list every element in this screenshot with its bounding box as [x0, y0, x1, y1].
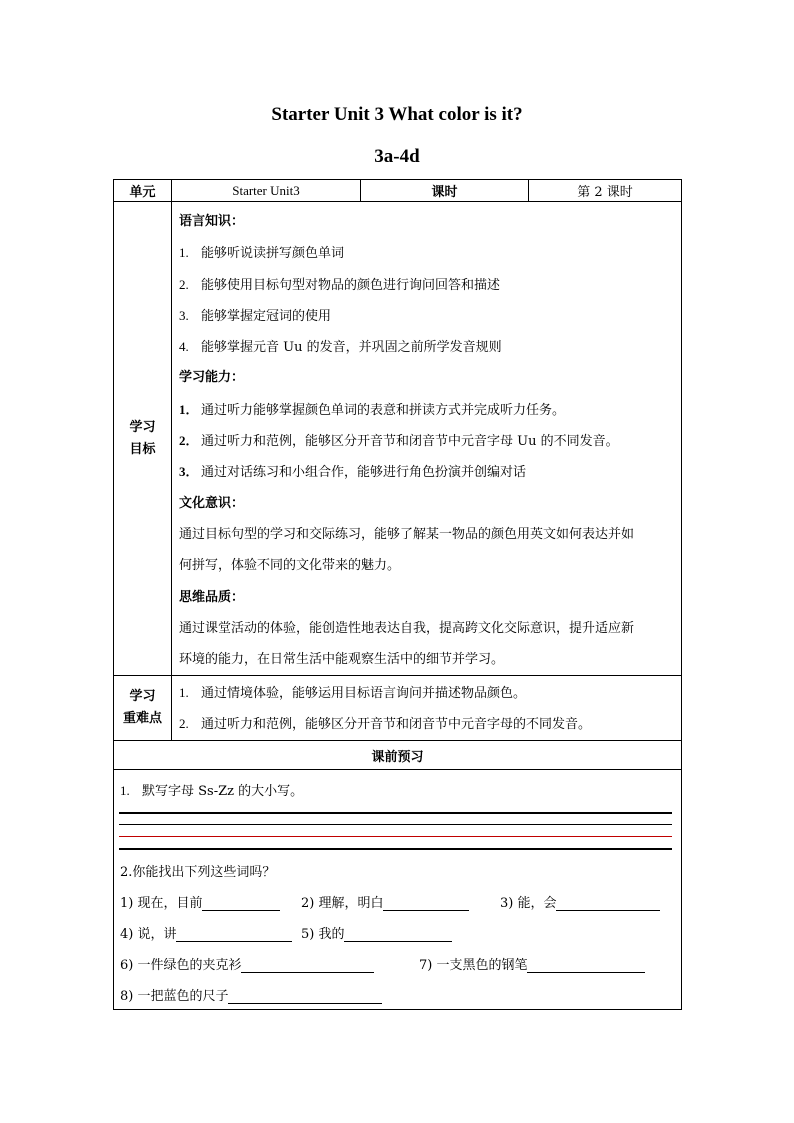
word-item-6: 6) 一件绿色的夹克衫: [120, 954, 374, 973]
list-item: 1. 能够听说读拼写颜色单词: [179, 245, 345, 262]
word-item-2: 2) 理解，明白: [301, 892, 469, 911]
language-knowledge-heading: 语言知识：: [179, 214, 245, 229]
paragraph-line: 环境的能力，在日常生活中能观察生活中的细节并学习。: [179, 652, 505, 668]
word-item-5: 5) 我的: [301, 923, 452, 942]
document-title: Starter Unit 3 What color is it?: [271, 104, 523, 125]
list-item: 1. 通过情境体验，能够运用目标语言询问并描述物品颜色。: [179, 685, 527, 702]
paragraph-line: 通过课堂活动的体验，能创造性地表达自我，提高跨文化交际意识，提升适应新: [179, 620, 635, 636]
objectives-row: [114, 202, 682, 676]
task-1: 1. 默写字母 Ss-Zz 的大小写。: [120, 783, 304, 800]
period-value: 第 2 课时: [529, 180, 682, 202]
word-item-7: 7) 一支黑色的钢笔: [419, 954, 645, 973]
preview-content: [114, 770, 682, 1010]
list-item: 3． 通过对话练习和小组合作，能够进行角色扮演并创编对话: [179, 464, 527, 481]
list-item: 4. 能够掌握元音 Uu 的发音，并巩固之前所学发音规则: [179, 339, 502, 356]
objectives-label: 学习 目标: [114, 202, 172, 676]
list-item: 1． 通过听力能够掌握颜色单词的表意和拼读方式并完成听力任务。: [179, 401, 566, 418]
list-item: 2. 能够使用目标句型对物品的颜色进行询问回答和描述: [179, 276, 501, 293]
header-row: [114, 180, 682, 202]
key-points-label: 学习 重难点: [114, 676, 172, 741]
list-item: 2． 通过听力和范例，能够区分开音节和闭音节中元音字母 Uu 的不同发音。: [179, 433, 619, 450]
key-points-content: [172, 676, 682, 741]
word-item-1: 1) 现在，目前: [120, 892, 280, 911]
writing-rule: [119, 812, 672, 814]
list-item: 2. 通过听力和范例，能够区分开音节和闭音节中元音字母的不同发音。: [179, 716, 592, 733]
word-item-4: 4) 说，讲: [120, 923, 292, 942]
word-item-8: 8) 一把蓝色的尺子: [120, 985, 382, 1004]
thinking-quality-heading: 思维品质：: [179, 589, 245, 605]
writing-rule: [119, 836, 672, 837]
writing-rule: [119, 824, 672, 825]
unit-label: 单元: [114, 180, 172, 202]
task-2: 2.你能找出下列这些词吗？: [120, 865, 276, 881]
preview-row: [114, 770, 682, 1010]
key-points-row: [114, 676, 682, 741]
unit-value: Starter Unit3: [172, 180, 361, 202]
paragraph-line: 通过目标句型的学习和交际练习，能够了解某一物品的颜色用英文如何表达并如: [179, 526, 635, 542]
paragraph-line: 何拼写，体验不同的文化带来的魅力。: [179, 558, 401, 574]
lesson-plan-table: [113, 179, 682, 1010]
writing-rule: [119, 848, 672, 850]
preview-heading-row: [114, 741, 682, 770]
list-item: 3. 能够掌握定冠词的使用: [179, 307, 332, 324]
learning-ability-heading: 学习能力：: [179, 370, 245, 386]
objectives-content: [172, 202, 682, 676]
period-label: 课时: [361, 180, 529, 202]
document-subtitle: 3a-4d: [374, 146, 420, 167]
preview-heading: 课前预习: [114, 741, 682, 770]
cultural-awareness-heading: 文化意识：: [179, 495, 245, 511]
word-item-3: 3) 能，会: [500, 892, 660, 911]
